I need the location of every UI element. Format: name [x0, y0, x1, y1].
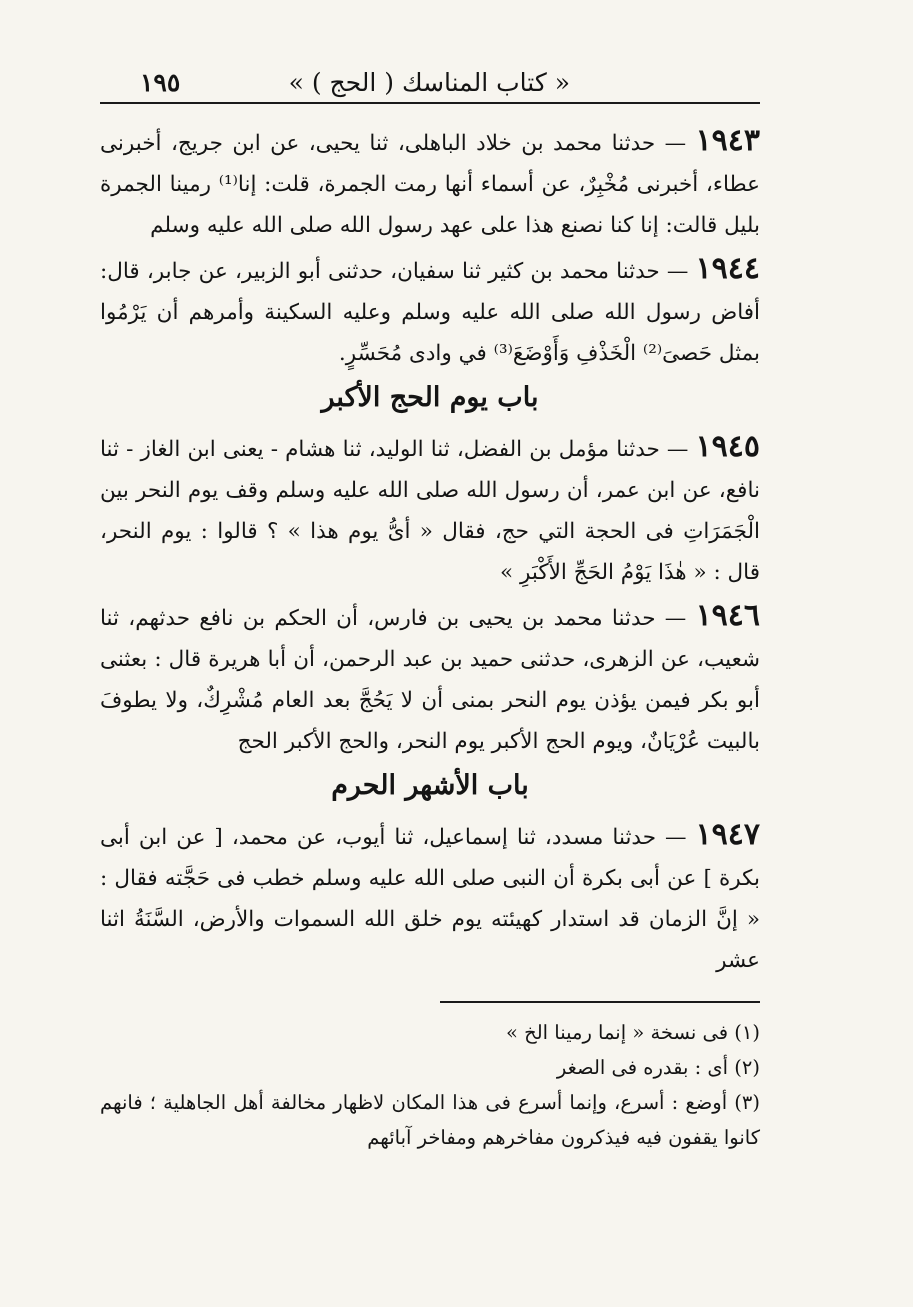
hadith-1943: [100, 120, 760, 246]
chapter-heading: باب الأشهر الحرم: [331, 770, 529, 801]
hadith-text: — حدثنا محمد بن كثير ثنا سفيان، حدثنى أبو الزبير، عن جابر، قال: أفاض رسول الله صلى الله عليه وسلم وعليه السكينة وأمرهم أن يَرْمُوا بمثل حَصىَ⁽²⁾ الْخَذْفِ وَأَوْضَعَ⁽³⁾ في وادى مُحَسِّرٍ.: [100, 259, 760, 366]
hadith-text: — حدثنا محمد بن يحيى بن فارس، أن الحكم بن نافع حدثهم، ثنا شعيب، عن الزهرى، حدثنى حميد بن عبد الرحمن، أن أبا هريرة قال : بعثنى أبو بكر فيمن يؤذن يوم النحر بمنى أن لا يَحُجَّ بعد العام مُشْرِكٌ، ولا يطوفَ بالبيت عُرْيَانٌ، ويوم الحج الأكبر يوم النحر، والحج الأكبر الحج: [100, 606, 760, 754]
hadith-text: — حدثنا مؤمل بن الفضل، ثنا الوليد، ثنا هشام - يعنى ابن الغاز - ثنا نافع، عن ابن عمر، أن رسول الله صلى الله عليه وسلم وقف يوم النحر بين الْجَمَرَاتِ فى الحجة التي حج، فقال « أىُّ يوم هذا » ؟ قالوا : يوم النحر، قال : « هٰذَا يَوْمُ الحَجِّ الأَكْبَرِ »: [100, 437, 760, 585]
footnote-2: (٢) أى : بقدره فى الصغر: [556, 1056, 760, 1079]
hadith-number: ١٩٤٧: [695, 817, 760, 852]
footnote-1: (١) فى نسخة « إنما رمينا الخ »: [506, 1021, 760, 1044]
hadith-text: — حدثنا محمد بن خلاد الباهلى، ثنا يحيى، عن ابن جريج، أخبرنى عطاء، أخبرنى مُخْبِرٌ، عن أسماء أنها رمت الجمرة، قلت: إنا⁽¹⁾ رمينا الجمرة بليل قالت: إنا كنا نصنع هذا على عهد رسول الله صلى الله عليه وسلم: [100, 131, 760, 238]
main-text: [100, 120, 760, 981]
footnote-divider: [440, 1001, 760, 1003]
hadith-number: ١٩٤٥: [695, 429, 760, 464]
chapter-heading: باب يوم الحج الأكبر: [321, 382, 539, 413]
page-header: [100, 62, 760, 104]
hadith-1947: [100, 814, 760, 981]
hadith-number: ١٩٤٣: [695, 123, 760, 158]
hadith-number: ١٩٤٦: [695, 598, 761, 633]
running-title: « كتاب المناسك ( الحج ) »: [288, 68, 570, 97]
hadith-text: — حدثنا مسدد، ثنا إسماعيل، ثنا أيوب، عن محمد، [ عن ابن أبى بكرة ] عن أبى بكرة أن النبى صلى الله عليه وسلم خطب فى حَجَّته فقال : « إنَّ الزمان قد استدار كهيئته يوم خلق الله السموات والأرض، السَّنَةُ اثنا عشر: [100, 825, 760, 973]
page-number: ١٩٥: [140, 68, 181, 97]
footnote-3: (٣) أوضع : أسرع، وإنما أسرع فى هذا المكان لاظهار مخالفة أهل الجاهلية ؛ فانهم كانوا يقفون فيه فيذكرون مفاخرهم ومفاخر آبائهم: [100, 1091, 760, 1149]
hadith-1945: [100, 426, 760, 593]
hadith-1944: [100, 248, 760, 374]
hadith-1946: [100, 595, 760, 762]
hadith-number: ١٩٤٤: [695, 251, 760, 286]
footnotes: [100, 1015, 760, 1155]
book-page: [100, 62, 760, 1262]
